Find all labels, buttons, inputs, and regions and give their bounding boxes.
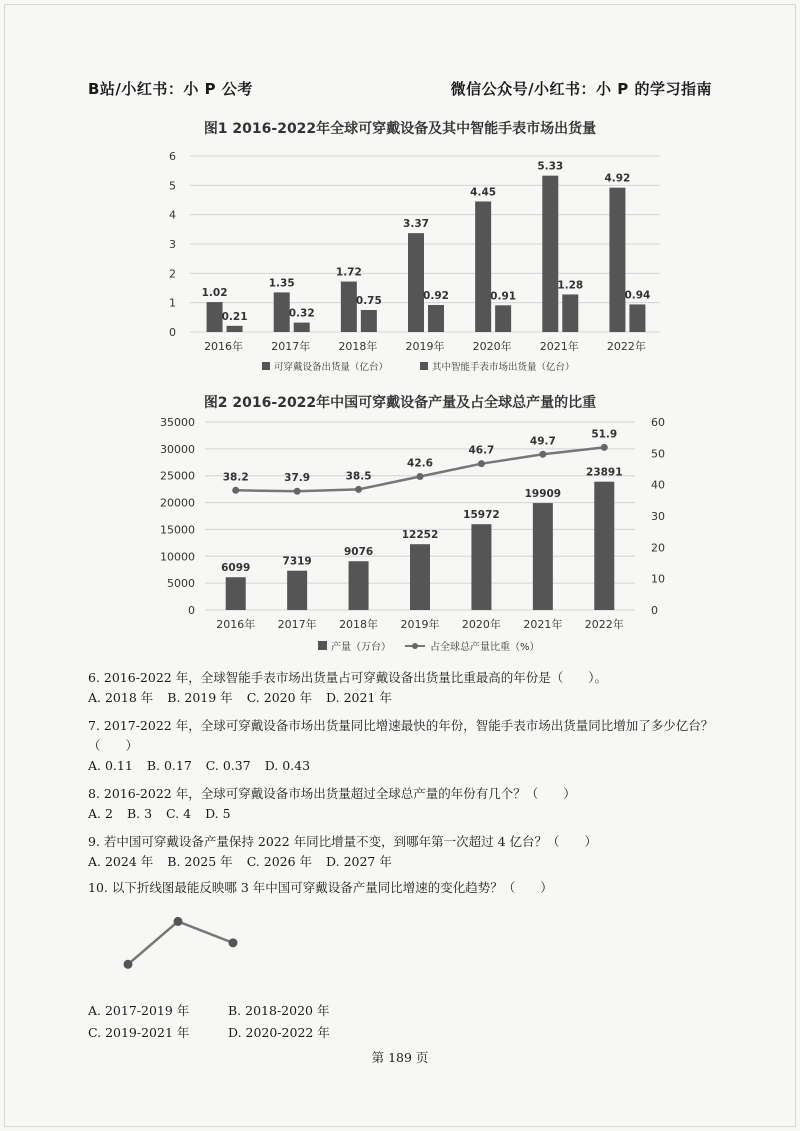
question-10-line-figure xyxy=(110,905,270,985)
question-7 xyxy=(88,716,728,776)
q9-option-b: B. 2025 年 xyxy=(167,854,233,869)
chart1-xtick: 2018年 xyxy=(338,340,378,353)
chart1-data-label: 0.32 xyxy=(288,307,315,320)
chart1-data-label: 4.45 xyxy=(470,186,497,199)
chart2-share-point xyxy=(355,486,362,493)
chart2-legend-swatch xyxy=(318,641,327,650)
q10-option-b: B. 2018-2020 年 xyxy=(228,1003,330,1018)
q6-option-a: A. 2018 年 xyxy=(88,690,154,705)
chart1-xtick: 2016年 xyxy=(204,340,244,353)
chart2-data-label: 12252 xyxy=(401,529,439,542)
chart2-data-label: 7319 xyxy=(282,555,312,568)
chart1-ytick: 4 xyxy=(169,208,176,222)
q9-option-c: C. 2026 年 xyxy=(246,854,313,869)
question-6-options xyxy=(88,688,728,708)
chart2-title: 图2 2016-2022年中国可穿戴设备产量及占全球总产量的比重 xyxy=(203,395,597,411)
chart1-bar-smartwatch xyxy=(227,326,243,332)
chart1-xtick: 2020年 xyxy=(472,340,512,353)
chart2-share-point xyxy=(294,488,301,495)
chart1-xtick: 2017年 xyxy=(271,340,311,353)
question-6-text: 6. 2016-2022 年，全球智能手表市场出货量占可穿戴设备出货量比重最高的年份是（ ）。 xyxy=(88,670,607,685)
chart1-bar-smartwatch xyxy=(562,294,578,332)
chart1-bar-wearables xyxy=(542,176,558,332)
chart1-xtick: 2021年 xyxy=(539,340,579,353)
chart1-bar-smartwatch xyxy=(294,323,310,332)
q6-option-d: D. 2021 年 xyxy=(326,690,392,705)
page-number: 第 189 页 xyxy=(371,1050,429,1065)
chart1-ytick: 2 xyxy=(169,267,176,281)
chart2-legend-label: 产量（万台） xyxy=(331,642,391,653)
question-7-options xyxy=(88,756,728,776)
chart2-ytick-left: 35000 xyxy=(160,416,195,429)
q7-option-b: B. 0.17 xyxy=(146,758,192,773)
chart1-bar-smartwatch xyxy=(428,305,444,332)
question-7-text: 7. 2017-2022 年，全球可穿戴设备市场出货量同比增速最快的年份，智能手表市场出货量同比增加了多少亿台？（ ） xyxy=(88,718,714,753)
chart1-data-label: 0.21 xyxy=(221,310,248,323)
q9-option-a: A. 2024 年 xyxy=(88,854,154,869)
mini-line-path xyxy=(128,921,233,964)
chart2-ytick-left: 20000 xyxy=(160,496,195,510)
chart2-bar-production xyxy=(226,577,246,610)
chart2-ytick-right: 0 xyxy=(651,604,658,617)
chart2-share-label: 49.7 xyxy=(529,435,556,448)
chart2-share-label: 38.5 xyxy=(345,470,372,483)
chart1-bar-wearables xyxy=(475,201,491,332)
chart2-xtick: 2020年 xyxy=(461,618,501,631)
question-10 xyxy=(88,878,728,898)
chart2-share-point xyxy=(232,487,239,494)
chart2-xtick: 2018年 xyxy=(339,618,379,631)
chart2-svg xyxy=(0,412,800,662)
chart1-bar-wearables xyxy=(408,233,424,332)
chart2-ytick-right: 10 xyxy=(651,572,665,586)
chart2-ytick-right: 30 xyxy=(651,510,665,523)
q10-option-d: D. 2020-2022 年 xyxy=(228,1025,330,1040)
chart2-xtick: 2022年 xyxy=(584,618,624,631)
chart1-ytick: 6 xyxy=(169,150,176,163)
chart2-bar-production xyxy=(349,561,369,610)
chart2-xtick: 2017年 xyxy=(277,618,317,631)
q10-option-a: A. 2017-2019 年 xyxy=(88,1003,190,1018)
chart1-bar-smartwatch xyxy=(361,310,377,332)
mini-line-point xyxy=(174,917,183,926)
q6-option-b: B. 2019 年 xyxy=(167,690,233,705)
chart1-xtick: 2022年 xyxy=(606,340,646,353)
chart1-data-label: 1.72 xyxy=(335,266,362,279)
question-9-options xyxy=(88,852,728,872)
chart1-ytick: 3 xyxy=(169,238,176,251)
chart2-ytick-left: 0 xyxy=(188,604,195,617)
question-10-options xyxy=(88,1000,368,1044)
chart1-data-label: 4.92 xyxy=(604,172,631,185)
question-9 xyxy=(88,832,728,872)
chart2-share-label: 46.7 xyxy=(468,444,495,457)
chart1-legend-label: 可穿戴设备出货量（亿台） xyxy=(274,362,389,373)
question-10-text: 10. 以下折线图最能反映哪 3 年中国可穿戴设备产量同比增速的变化趋势？（ ） xyxy=(88,880,553,895)
chart1-xtick: 2019年 xyxy=(405,340,445,353)
header-right: 微信公众号/小红书：小 P 的学习指南 xyxy=(450,80,712,98)
chart1-data-label: 3.37 xyxy=(403,218,429,231)
chart2-data-label: 23891 xyxy=(586,466,623,479)
chart2-bar-production xyxy=(533,503,553,610)
chart2-share-label: 38.2 xyxy=(222,471,249,484)
chart2-ytick-right: 40 xyxy=(651,478,665,492)
chart1-data-label: 1.35 xyxy=(268,277,295,290)
chart1-data-label: 5.33 xyxy=(537,160,564,173)
q9-option-d: D. 2027 年 xyxy=(326,854,392,869)
chart1-data-label: 1.28 xyxy=(557,279,584,292)
chart1-bar-wearables xyxy=(207,302,223,332)
chart1-title: 图1 2016-2022年全球可穿戴设备及其中智能手表市场出货量 xyxy=(203,121,597,137)
chart2-data-label: 15972 xyxy=(463,509,500,522)
chart1-bar-wearables xyxy=(341,282,357,332)
chart2-share-point xyxy=(601,444,608,451)
chart1-ytick: 0 xyxy=(169,326,176,339)
header-left: B站/小红书：小 P 公考 xyxy=(88,80,253,98)
chart2-bar-production xyxy=(287,571,307,610)
q10-option-c: C. 2019-2021 年 xyxy=(88,1025,190,1040)
q8-option-c: C. 4 xyxy=(166,806,192,821)
chart2-legend-marker xyxy=(412,643,418,649)
q7-option-d: D. 0.43 xyxy=(264,758,311,773)
q7-option-c: C. 0.37 xyxy=(205,758,251,773)
chart1-svg xyxy=(0,140,800,400)
chart2-share-point xyxy=(478,460,485,467)
chart2-ytick-left: 25000 xyxy=(160,469,195,483)
chart2-data-label: 19909 xyxy=(524,488,562,501)
chart1-bar-wearables xyxy=(274,292,290,332)
question-6 xyxy=(88,668,728,708)
chart2-share-point xyxy=(539,451,546,458)
q6-option-c: C. 2020 年 xyxy=(246,690,313,705)
mini-line-point xyxy=(124,960,133,969)
chart1-data-label: 0.92 xyxy=(423,290,449,303)
question-8-text: 8. 2016-2022 年，全球可穿戴设备市场出货量超过全球总产量的年份有几个？（ ） xyxy=(88,786,576,801)
chart1-ytick: 1 xyxy=(169,296,176,310)
chart2-share-point xyxy=(417,473,424,480)
chart1-legend-swatch xyxy=(262,362,270,370)
q8-option-d: D. 5 xyxy=(205,806,231,821)
q7-option-a: A. 0.11 xyxy=(88,758,133,773)
question-9-text: 9. 若中国可穿戴设备产量保持 2022 年同比增量不变，到哪年第一次超过 4 亿台？（ ） xyxy=(88,834,598,849)
chart2-share-label: 37.9 xyxy=(284,472,311,485)
chart2-xtick: 2016年 xyxy=(216,618,256,631)
chart1-bar-wearables xyxy=(609,188,625,332)
chart1-bar-smartwatch xyxy=(495,305,511,332)
chart2-ytick-left: 10000 xyxy=(160,550,195,564)
q8-option-a: A. 2 xyxy=(88,806,113,821)
chart1-data-label: 1.02 xyxy=(201,287,228,300)
chart2-ytick-right: 60 xyxy=(651,416,665,429)
chart2-ytick-right: 20 xyxy=(651,541,665,555)
chart1-ytick: 5 xyxy=(169,179,176,193)
chart2-bar-production xyxy=(594,482,614,610)
chart2-ytick-right: 50 xyxy=(651,447,665,461)
chart2-legend-label: 占全球总产量比重（%） xyxy=(430,642,540,653)
chart2-xtick: 2021年 xyxy=(523,618,563,631)
mini-line-point xyxy=(229,938,238,947)
question-8 xyxy=(88,784,728,824)
chart2-bar-production xyxy=(410,544,430,610)
chart1-data-label: 0.75 xyxy=(355,295,382,307)
chart2-data-label: 6099 xyxy=(221,562,251,575)
chart2-share-label: 42.6 xyxy=(407,457,433,470)
chart1-data-label: 0.91 xyxy=(490,290,517,303)
chart1-bar-smartwatch xyxy=(629,304,645,332)
question-8-options xyxy=(88,804,728,824)
chart2-xtick: 2019年 xyxy=(400,618,440,631)
chart2-bar-production xyxy=(471,524,491,610)
chart2-data-label: 9076 xyxy=(343,546,374,559)
chart1-legend-swatch xyxy=(420,362,428,370)
q8-option-b: B. 3 xyxy=(126,806,153,821)
chart1-data-label: 0.94 xyxy=(624,289,651,302)
chart2-ytick-left: 5000 xyxy=(167,577,195,591)
chart2-share-label: 51.9 xyxy=(591,428,618,441)
chart2-ytick-left: 30000 xyxy=(160,442,195,456)
chart1-legend-label: 其中智能手表市场出货量（亿台） xyxy=(432,362,575,373)
chart2-ytick-left: 15000 xyxy=(160,523,195,537)
